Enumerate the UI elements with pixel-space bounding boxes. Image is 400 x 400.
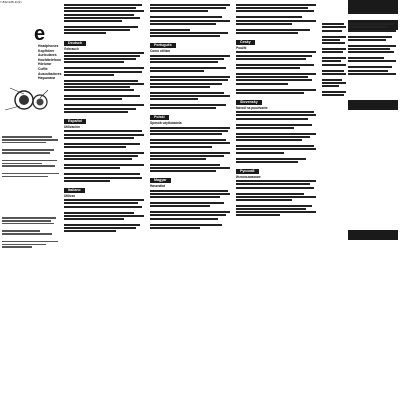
cover-notes xyxy=(2,135,60,249)
column-3 xyxy=(150,0,232,400)
cover-language-item: Наушники xyxy=(38,76,55,81)
cover-language-item: Hoofdtelefoon xyxy=(38,57,61,62)
section-heading-cesky: Česky xyxy=(236,40,255,45)
section-heading-magyar: Magyar xyxy=(150,178,171,183)
section-subheading: Használat xyxy=(150,184,165,189)
section-subheading: Použití xyxy=(236,46,247,51)
section-subheading: Como utilizar xyxy=(150,49,171,54)
section-subheading: Sposób użytkowania xyxy=(150,121,182,126)
headphone-illustration xyxy=(0,78,62,118)
cover-language-item: Kopfhörer xyxy=(38,48,55,53)
model-code: 7-832-025-11(1) xyxy=(0,0,22,4)
cover-language-item: Headphones xyxy=(38,44,59,49)
cover-column xyxy=(0,0,62,400)
section-subheading: Návod na používanie xyxy=(236,105,268,110)
cover-language-list xyxy=(38,44,62,81)
cover-language-item: Hörlurar xyxy=(38,62,52,67)
section-heading-russkiy: Русский xyxy=(236,169,259,174)
column-2 xyxy=(64,0,146,400)
column-5 xyxy=(322,0,400,400)
cover-title: e xyxy=(34,23,46,46)
section-subheading: Использование xyxy=(236,174,261,179)
cover-language-item: Auriculares xyxy=(38,53,57,58)
section-heading-portugues: Português xyxy=(150,43,176,48)
section-heading-espanol: Español xyxy=(64,119,86,124)
column-4 xyxy=(236,0,318,400)
section-heading-polski: Polski xyxy=(150,115,169,120)
section-heading-deutsch: Deutsch xyxy=(64,41,86,46)
section-subheading: Utilización xyxy=(64,125,80,130)
section-subheading: Utilizzo xyxy=(64,194,76,198)
section-subheading: Gebrauch xyxy=(64,46,79,51)
section-heading-italiano: Italiano xyxy=(64,188,85,193)
cover-language-item: Auscultadores xyxy=(38,71,62,76)
column-5-text xyxy=(322,22,346,97)
section-heading-slovensky: Slovensky xyxy=(236,100,262,105)
column-5-text-2 xyxy=(348,22,396,76)
cover-language-item: Cuffie xyxy=(38,67,48,72)
